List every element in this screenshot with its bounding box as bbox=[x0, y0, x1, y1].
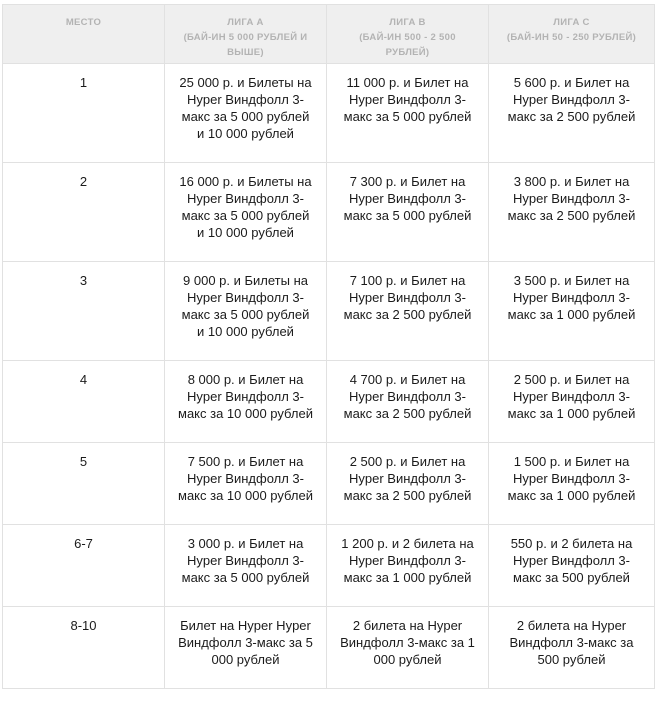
header-place bbox=[3, 5, 165, 64]
table-row bbox=[3, 64, 655, 163]
prize-table-container bbox=[2, 4, 654, 689]
league-b-prize-cell: 7 300 р. и Билет на Hyper Виндфолл 3-макс за 5 000 рублей bbox=[327, 163, 489, 262]
league-b-prize-cell: 4 700 р. и Билет на Hyper Виндфолл 3-макс за 2 500 рублей bbox=[327, 361, 489, 443]
league-a-prize-cell: 25 000 р. и Билеты на Hyper Виндфолл 3-макс за 5 000 рублей и 10 000 рублей bbox=[165, 64, 327, 163]
table-row bbox=[3, 361, 655, 443]
place-cell: 6-7 bbox=[3, 525, 165, 607]
table-row bbox=[3, 525, 655, 607]
place-cell: 1 bbox=[3, 64, 165, 163]
league-b-prize-cell: 2 500 р. и Билет на Hyper Виндфолл 3-макс за 2 500 рублей bbox=[327, 443, 489, 525]
league-b-prize-cell: 1 200 р. и 2 билета на Hyper Виндфолл 3-макс за 1 000 рублей bbox=[327, 525, 489, 607]
league-c-prize-cell: 5 600 р. и Билет на Hyper Виндфолл 3-макс за 2 500 рублей bbox=[489, 64, 655, 163]
league-a-prize-cell: 8 000 р. и Билет на Hyper Виндфолл 3-макс за 10 000 рублей bbox=[165, 361, 327, 443]
header-place-label: МЕСТО bbox=[65, 17, 102, 28]
place-cell: 2 bbox=[3, 163, 165, 262]
league-b-prize-cell: 7 100 р. и Билет на Hyper Виндфолл 3-макс за 2 500 рублей bbox=[327, 262, 489, 361]
header-league-c bbox=[489, 5, 655, 64]
league-b-prize-cell: 11 000 р. и Билет на Hyper Виндфолл 3-макс за 5 000 рублей bbox=[327, 64, 489, 163]
league-c-prize-cell: 3 500 р. и Билет на Hyper Виндфолл 3-макс за 1 000 рублей bbox=[489, 262, 655, 361]
league-c-prize-cell: 2 билета на Hyper Виндфолл 3-макс за 500 рублей bbox=[489, 607, 655, 689]
prize-table bbox=[2, 4, 655, 689]
table-row bbox=[3, 163, 655, 262]
league-a-prize-cell: 9 000 р. и Билеты на Hyper Виндфолл 3-макс за 5 000 рублей и 10 000 рублей bbox=[165, 262, 327, 361]
header-league-a-buyin: (БАЙ-ИН 5 000 РУБЛЕЙ И ВЫШЕ) bbox=[183, 32, 308, 58]
header-league-a bbox=[165, 5, 327, 64]
header-league-c-buyin: (БАЙ-ИН 50 - 250 РУБЛЕЙ) bbox=[506, 32, 637, 43]
header-league-b-buyin: (БАЙ-ИН 500 - 2 500 РУБЛЕЙ) bbox=[359, 32, 456, 58]
league-a-prize-cell: 3 000 р. и Билет на Hyper Виндфолл 3-макс за 5 000 рублей bbox=[165, 525, 327, 607]
league-a-prize-cell: 7 500 р. и Билет на Hyper Виндфолл 3-макс за 10 000 рублей bbox=[165, 443, 327, 525]
league-c-prize-cell: 3 800 р. и Билет на Hyper Виндфолл 3-макс за 2 500 рублей bbox=[489, 163, 655, 262]
league-c-prize-cell: 1 500 р. и Билет на Hyper Виндфолл 3-макс за 1 000 рублей bbox=[489, 443, 655, 525]
league-a-prize-cell: 16 000 р. и Билеты на Hyper Виндфолл 3-макс за 5 000 рублей и 10 000 рублей bbox=[165, 163, 327, 262]
league-c-prize-cell: 2 500 р. и Билет на Hyper Виндфолл 3-макс за 1 000 рублей bbox=[489, 361, 655, 443]
league-b-prize-cell: 2 билета на Hyper Виндфолл 3-макс за 1 000 рублей bbox=[327, 607, 489, 689]
league-a-prize-cell: Билет на Hyper Hyper Виндфолл 3-макс за 5 000 рублей bbox=[165, 607, 327, 689]
header-league-b-title: ЛИГА B bbox=[389, 17, 426, 28]
table-row bbox=[3, 607, 655, 689]
place-cell: 8-10 bbox=[3, 607, 165, 689]
place-cell: 3 bbox=[3, 262, 165, 361]
place-cell: 5 bbox=[3, 443, 165, 525]
place-cell: 4 bbox=[3, 361, 165, 443]
header-league-b bbox=[327, 5, 489, 64]
header-league-a-title: ЛИГА A bbox=[227, 17, 264, 28]
table-row bbox=[3, 443, 655, 525]
table-header-row bbox=[3, 5, 655, 64]
header-league-c-title: ЛИГА C bbox=[553, 17, 590, 28]
table-row bbox=[3, 262, 655, 361]
league-c-prize-cell: 550 р. и 2 билета на Hyper Виндфолл 3-макс за 500 рублей bbox=[489, 525, 655, 607]
